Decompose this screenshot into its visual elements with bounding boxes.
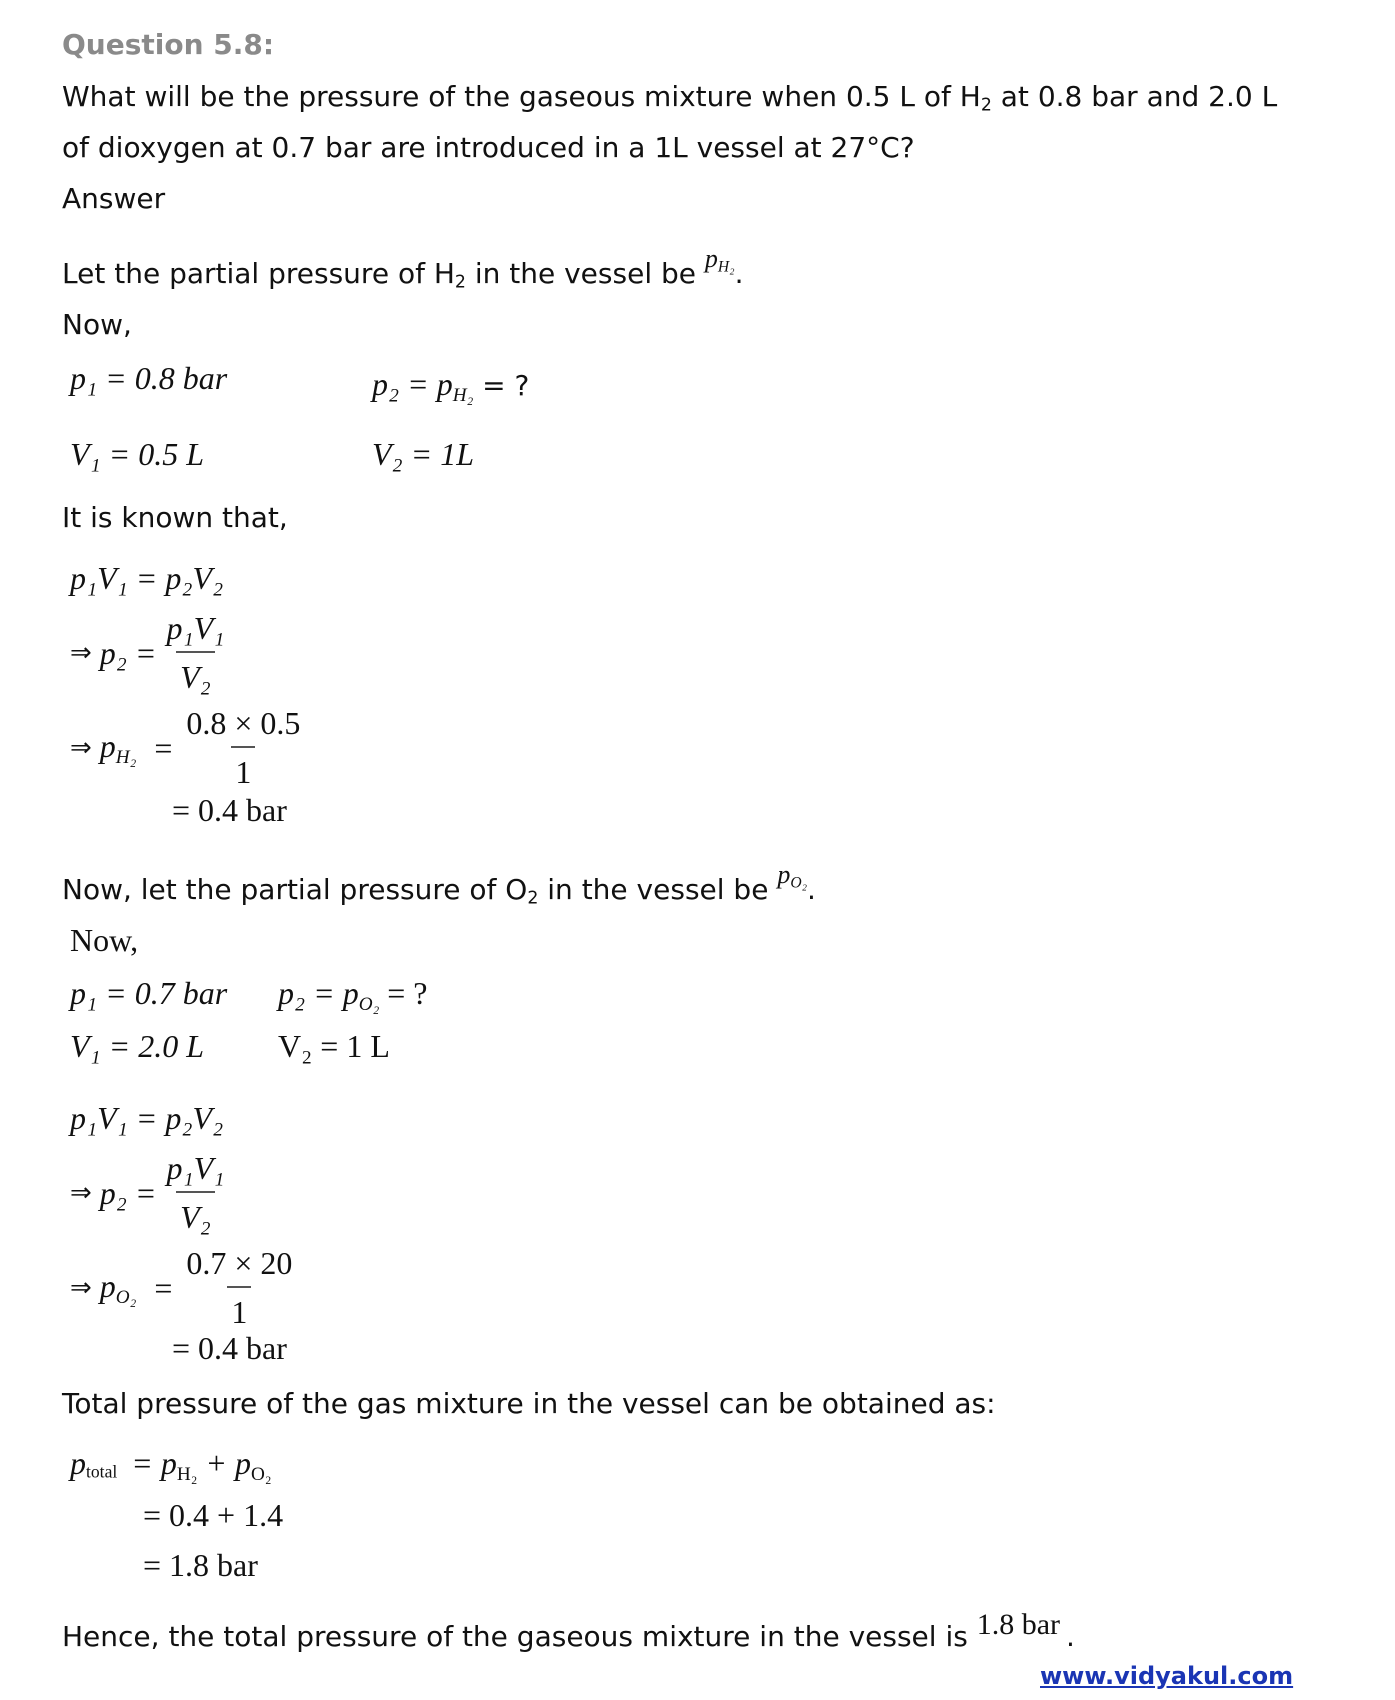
answer-label: Answer [62,182,166,215]
fraction [182,705,304,791]
fraction [163,1150,229,1236]
part2-rearranged [70,1150,228,1236]
intro-text: Let the partial pressure of H [62,257,455,290]
equals-sign: = [154,1269,173,1306]
part2-boyle-eq: p₁V₁ = p₂V₂ [70,1100,224,1136]
fraction-numerator: 0.8 × 0.5 [186,705,301,741]
question-line-1 [62,80,1277,115]
total-eq-line-3: = 1.8 bar [143,1547,258,1583]
part1-v2: V₂ = 1L [372,436,475,472]
total-eq-line-1: $p_{total} = p_{H_2} + p_{O_2}$ [70,1445,272,1485]
part2-now: Now, [70,922,139,958]
part2-p2: $p_2 = p_{O_2}$ = ? [278,975,428,1015]
po2-symbol: $p_{O_2}$ [99,1267,137,1308]
part1-rearranged [70,610,228,696]
part2-p1: p₁ = 0.7 bar [70,975,228,1011]
fraction-denominator: V₂ [176,1191,215,1236]
fraction [182,1245,296,1331]
total-eq-line-2: = 0.4 + 1.4 [143,1497,284,1533]
intro-text: in the vessel be [465,257,705,290]
implies-arrow: ⇒ [70,733,92,763]
conclusion-value: 1.8 bar [976,1608,1061,1641]
part1-result: = 0.4 bar [172,792,287,828]
total-intro: Total pressure of the gas mixture in the vessel can be obtained as: [62,1387,996,1420]
conclusion [62,1608,1075,1654]
po2-symbol: $p_{O_2}$ [777,860,808,892]
period: . [1066,1620,1075,1653]
period: . [734,257,744,290]
part2-calculation [70,1245,296,1331]
ph2-symbol: $p_{H_2}$ [704,244,735,276]
part1-v1: V₁ = 0.5 L [70,436,205,472]
part1-calculation [70,705,304,791]
implies-arrow: ⇒ [70,638,92,668]
question-text: at 0.8 bar and 2.0 L [991,80,1278,113]
intro-text: Now, let the partial pressure of O [62,873,528,906]
part1-boyle-eq: p₁V₁ = p₂V₂ [70,560,224,596]
fraction-denominator: 1 [227,1286,251,1331]
p2-symbol: p₂ = [99,634,157,671]
question-line-2: of dioxygen at 0.7 bar are introduced in a 1L vessel at 27°C? [62,131,915,164]
fraction-numerator: 0.7 × 20 [186,1245,293,1281]
fraction-denominator: 1 [231,746,255,791]
p2-symbol: p₂ = [99,1174,157,1211]
fraction [163,610,229,696]
part1-intro [62,244,744,293]
question-text: What will be the pressure of the gaseous mixture when 0.5 L of H [62,80,981,113]
part1-p2: $p_2 = p_{H_2}$ = ? [372,366,530,406]
website-link[interactable]: www.vidyakul.com [1040,1662,1294,1690]
conclusion-text: Hence, the total pressure of the gaseous mixture in the vessel is [62,1620,977,1653]
period: . [807,873,816,906]
fraction-denominator: V₂ [176,651,215,696]
part1-known: It is known that, [62,501,288,534]
subscript: 2 [454,272,466,293]
part2-intro [62,860,816,909]
equals-sign: = [154,729,173,766]
fraction-numerator: p₁V₁ [166,1150,225,1186]
ph2-symbol: $p_{H_2}$ [99,727,137,768]
implies-arrow: ⇒ [70,1273,92,1303]
implies-arrow: ⇒ [70,1178,92,1208]
question-title: Question 5.8: [62,28,275,61]
part1-now: Now, [62,308,132,341]
part2-result: = 0.4 bar [172,1330,287,1366]
subscript: 2 [527,888,539,909]
intro-text: in the vessel be [538,873,778,906]
fraction-numerator: p₁V₁ [166,610,225,646]
part2-v2: V₂ = 1 L [278,1028,390,1064]
subscript: 2 [980,95,992,116]
part1-p1: p₁ = 0.8 bar [70,360,228,396]
part2-v1: V₁ = 2.0 L [70,1028,205,1064]
